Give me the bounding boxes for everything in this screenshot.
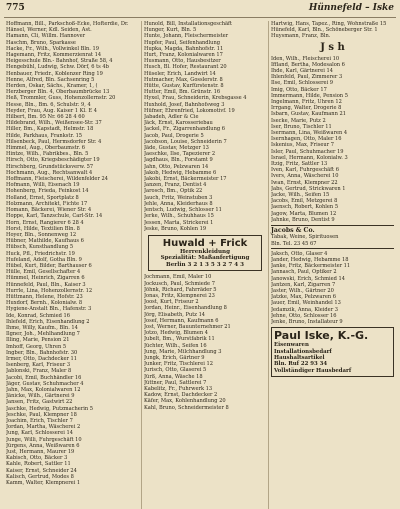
directory-entry: Hurrle, Lina, Hohenzollernstr. 12 <box>6 287 93 294</box>
directory-entry: Joost, Kurt, Friseur 2 <box>144 299 199 306</box>
directory-entry: Henbauer, Friedr., Koblenzer Ring 19 <box>6 70 103 77</box>
ad-line: Bln. Ruf 22 93 34 <box>274 361 328 368</box>
ad-phone: Berlin 3 2 1 3 5 3 2 7 4 3 <box>166 261 244 268</box>
directory-entry: Josef, Hermann, Kaufmann 6 <box>144 317 219 324</box>
directory-entry: Ihlenfeld, Paul, Zimmerer 3 <box>271 74 343 81</box>
directory-entry: Jagow, Marta, Blumen 12 <box>271 210 337 217</box>
directory-entry: Huxhold, Josef, Bahnhofsweg 3 <box>144 101 225 108</box>
directory-entry: Käfer, Max, Kohlenhandlung 20 <box>144 398 226 405</box>
directory-entry: Hagemann, Fritz, Kommerzienrat 14 <box>6 52 102 59</box>
directory-entry: Imhoff, Georg, Uhren 5 <box>6 343 67 350</box>
directory-entry: Hesse, Bln., Bm. 6, Schulstr. 9, 4 <box>6 101 91 108</box>
directory-entry: Jost, Werner, Bauunternehmer 21 <box>144 324 231 331</box>
directory-entry: Iven, Karl, Fuhrgeschäft 6 <box>271 167 339 174</box>
directory-entry: Huxdorf, Bernh., Kolonialw. 8 <box>6 300 83 307</box>
directory-entry: Jannasch, Paul, Optiker 2 <box>271 269 337 276</box>
directory-entry: Jacobs, Emil, Metzgerei 8 <box>271 198 338 205</box>
directory-entry: Hirsch, Otto, Kriegsbeschädigter 19 <box>6 157 100 164</box>
directory-entry: Holzmann, Architekt, Fichte 17 <box>6 200 88 207</box>
directory-entry: Jahn, Max, Kolonialwaren 12 <box>6 386 81 393</box>
directory-entry: Jaster, Wilh., Gärtner 20 <box>271 287 334 294</box>
directory-entry: Hyxel, Frau, Schneiderin, Krebsgasse 4 <box>144 95 247 102</box>
directory-entry: Hümmel, Heinrich, Zigarren 6 <box>6 275 85 282</box>
directory-entry: Heyder, Frau, Aug. Kaiser 1 Kl. E 4 <box>6 107 97 114</box>
directory-entry: Ilse, Emil, Schlosserei 9 <box>271 80 334 87</box>
directory-entry: Hilde, Parkhaus, Frankstr. 15 <box>6 132 83 139</box>
directory-entry: Kaiser, Ernst, Schneider 24 <box>6 467 77 474</box>
directory-entry: Jaksch, Otto, Glaser 4 <box>271 250 328 257</box>
directory-entry: Hübsch, Kunsthandlung 5 <box>6 244 74 251</box>
directory-entry: Herden, Oskar, Sächs., Kramer, 1, ( <box>6 83 98 90</box>
directory-entry: Hupka, Magda, Bahnhofstr. 11 <box>144 45 224 52</box>
directory-entry: Hünefeld, Karl, Bln., Schöneberger Str. 1 <box>271 27 378 34</box>
directory-entry: Ivers, Anna, Wäscherei 10 <box>271 173 339 180</box>
directory-entry: Ingber, Bln., Bahnhofstr. 30 <box>6 349 78 356</box>
directory-entry: Hänsel, Werner, Kdl. Seiden, Ast. <box>6 27 92 34</box>
ad-line: Haushaltsartikel <box>274 354 325 361</box>
columns <box>4 21 396 509</box>
directory-entry: Jordan, Heinr., Eisenhandlung 8 <box>144 305 227 312</box>
directory-entry: Jatzke, Max, Pelzwaren 6 <box>271 294 337 301</box>
directory-entry: Hochmann, Aug., Rechtsanwalt 4 <box>6 169 93 176</box>
directory-entry: Jackel, Fr., Zigarrenhandlung 6 <box>144 126 225 133</box>
directory-entry: Hüseler, Erich, Landwirt 14 <box>144 70 216 77</box>
ad-detail: Tabak, Weine, Spirituosen <box>271 234 339 241</box>
directory-entry: Hoyer, Bln., Sonnenweg 12 <box>6 231 77 238</box>
directory-entry: Homann, Bäckerei, Wiener Str. 4 <box>6 207 92 214</box>
directory-entry: Irrgang, Walter, Drogerie 8 <box>271 105 342 112</box>
directory-entry: Imig, Otto, Bäcker 17 <box>271 86 327 93</box>
directory-entry: Jablonski, Franz, Maler 8 <box>6 368 72 375</box>
directory-entry: Iffland, Bertha, Modesalon 6 <box>271 61 345 68</box>
directory-entry: Jabs, Gertrud, Strickwaren 1 <box>271 185 346 192</box>
ad-subtitle-2: Spezialität: Maßanfertigung <box>160 255 250 262</box>
directory-entry: Janke, Fritz, Bäckermeister 11 <box>271 263 351 270</box>
directory-entry: Ingelmann, Fritz, Uhren 12 <box>271 99 342 106</box>
directory-entry: Hilbert, Bm. 95 Nr. 66 28 4 60 <box>6 114 85 121</box>
directory-entry: Junge, Willi, Fuhrgeschäft 10 <box>6 436 82 443</box>
directory-entry: Jantzen, Karl, Zigarren 7 <box>271 281 336 288</box>
directory-entry: Iskenius, Max, Friseur 7 <box>271 142 334 149</box>
directory-entry: Hunger, Kurt, Bln. 5 <box>144 27 197 34</box>
directory-entry: Hintze, Wilh., Fabrikbes., Bln. 5 <box>6 151 89 158</box>
directory-entry: Isecke, Marie, Putz 2 <box>271 117 326 124</box>
directory-entry: Jäck, Ernst, Karosseriebau <box>144 120 213 127</box>
directory-entry: Jung, Marie, Milchhandlung 3 <box>144 348 222 355</box>
directory-entry: Jabadeh, Adler & Cie <box>144 114 199 121</box>
ad-line: Eisenwaren <box>274 342 309 349</box>
directory-entry: Jaensch, Robert, Kohlen 5 <box>271 204 339 211</box>
directory-entry: Jäger, Gustav, Schuhmacher 4 <box>6 380 84 387</box>
directory-entry: Jurisch, Otto, Glaserei 5 <box>144 367 207 374</box>
directory-entry: Isernhagen, Otto, Maler 16 <box>271 136 342 143</box>
directory-entry: Jander, Hedwig, Hebamme 18 <box>271 256 349 263</box>
directory-entry: Jessen, Marta, Strickerei 1 <box>144 219 214 226</box>
page-header <box>4 3 396 18</box>
directory-entry: Hüttmann, Helene, Hofstr. 23 <box>6 293 83 300</box>
directory-entry: Hoffmann, Bill., Parkschoß-Ecke, Hofterdie, Dr. <box>6 21 129 27</box>
section-heading: J s h <box>320 41 345 53</box>
directory-entry: Janzen, Franz, Dentist 4 <box>144 182 207 189</box>
directory-entry: Hübel, Kurt, Bilder, Barthauser 6 <box>6 262 92 269</box>
directory-entry: Hamann, Cli, Willm. Hannover <box>6 33 86 40</box>
directory-entry: Jörg, Elisabeth, Putz 14 <box>144 311 206 318</box>
ad-line: Installationsbedarf <box>274 348 332 355</box>
directory-entry: Jarosch, Bm., Optik 22 <box>144 188 203 195</box>
directory-entry: Iser, Bruno, Tischler 11 <box>271 123 332 130</box>
directory-entry: Jordan, Martha, Wäscherei 2 <box>6 424 81 431</box>
directory-entry: Hunte, Johann, Fleischermeister <box>144 33 229 40</box>
directory-entry: Immermann, Hilde, Pension 5 <box>271 92 348 99</box>
directory-entry: Jahnke, Bruno, Dentist 9 <box>271 216 335 223</box>
directory-entry: Jenke, Bruno, Installateur 9 <box>271 318 343 325</box>
directory-entry: Horst, Hilde, Textilien Bln. 8 <box>6 225 80 232</box>
directory-entry: Hilsenbeck, Paul, Hermsdorfer Str. 4 <box>6 138 102 145</box>
directory-entry: Hübner, Mathilde, Kaufhaus 6 <box>6 238 84 245</box>
directory-entry: Heß, Trommler, Guss, Hohenzollernstr. 20 <box>6 95 116 102</box>
directory-entry: Horn, Ernst, Rangierer 6 28 4 <box>6 219 84 226</box>
directory-entry: Jahn, Otto, Pelzwaren 14 <box>144 163 209 170</box>
directory-entry: Jungk, Erich, Gärtner 9 <box>144 355 205 362</box>
running-title: Hünnefeld – Iske <box>308 3 394 13</box>
directory-entry: Hohenberg, Frieda, Feinkost 14 <box>6 188 89 195</box>
directory-entry: Hünnefeld, Paul, Bln., Kaiser 3 <box>6 281 86 288</box>
ad-title: Paul Iske, K.-G. <box>274 329 369 343</box>
directory-entry: Jung, Karl, Schlosserei 14 <box>6 430 73 437</box>
directory-entry: Jänicke, Wilh., Gärtnerei 9 <box>6 393 75 400</box>
directory-entry: Ihlefeld, Erich, Eisenhandlung 2 <box>6 318 90 325</box>
directory-entry: Kadow, Ernst, Dachdecker 2 <box>144 392 218 399</box>
ad-firm: Jacobs & Co. <box>271 227 315 235</box>
directory-entry: Kabelitz, Fr., Fuhrwerk 13 <box>144 386 213 393</box>
directory-entry: Jaschke, Hedwig, Putzmacherin 5 <box>6 405 94 412</box>
directory-entry: Jauer, Emil, Weinhandel 13 <box>271 300 341 307</box>
directory-entry: Jockusch, Paul, Schmiede 7 <box>144 280 215 287</box>
ad-address: Bln. Tel. 23 45 67 <box>271 240 317 247</box>
directory-entry: Junker, Fritz, Tischlerei 12 <box>144 361 213 368</box>
page-number: 775 <box>6 3 25 13</box>
directory-entry: Jürß, Anna, Wäsche 18 <box>144 373 203 380</box>
directory-entry: Iden, Wilh., Fleischerei 10 <box>271 55 340 62</box>
directory-entry: Hurt, Franz, Kolonialwaren 17 <box>144 52 223 59</box>
directory-entry: Heigesschule Bln.- Bahnhof, Straße 58, 4 <box>6 58 113 65</box>
directory-entry: Hupfer, Paul, Seifenhandlung <box>144 39 221 46</box>
directory-entry: Itzig, Fritz, Sattler 13 <box>271 161 328 168</box>
directory-entry: Just, Hermann, Maurer 19 <box>6 449 75 456</box>
directory-entry: Jacob, Paul, Drogerie 5 <box>144 132 204 139</box>
directory-entry: Ide, Konrad, Schmied 16 <box>6 312 70 319</box>
directory-entry: Hunold, Bill, Installationsgeschäft <box>144 21 232 27</box>
directory-entry: Jacobi, Emil, Buchhändler 16 <box>6 374 82 381</box>
directory-entry: Huck, Pfl., Friedrichstr. 19 <box>6 250 75 257</box>
directory-entry: Henne, Alfred, Bln. Sachsenring 5 <box>6 76 95 83</box>
directory-entry: Kamm, Walter, Klempnerei 1 <box>6 480 81 487</box>
directory-entry: Hacke, Fr., Wilh., Vollwinkel Bln. 19 <box>6 45 100 52</box>
ad-line: Vollständiger Hausbedarf <box>274 367 352 374</box>
directory-entry: Jehle, Anna, Kleiderhaus 8 <box>144 200 213 207</box>
directory-entry: Ihde, Karl, Gärtnerei 14 <box>271 68 334 75</box>
directory-entry: Husch, Bl. Hofer, Restaurant 20 <box>144 64 227 71</box>
directory-entry: Isler, Paul, Schuhmacher 19 <box>271 148 344 155</box>
column-middle <box>142 21 269 509</box>
directory-entry: Jedamzik, Anna, Kleider 3 <box>271 306 338 313</box>
directory-entry: Hutter, Emil, Bm. Grünstr. 16 <box>144 89 221 96</box>
ad-title: Huwald + Frick <box>162 237 248 249</box>
directory-entry: Hartwig, Hans, Tapez., Ring, Wohnstraße 15 <box>271 21 387 27</box>
directory-entry: Jehne, Otto, Schlosser 16 <box>271 312 337 319</box>
directory-entry: Jüttner, Paul, Sattlerei 7 <box>144 379 207 386</box>
directory-entry: Jacobson, Louise, Schneiderin 7 <box>144 138 227 145</box>
directory-entry: Jüchter, Wilh., Seifen 16 <box>144 342 207 349</box>
directory-entry: Haschm, Bruno, Sparkasse <box>6 39 76 46</box>
directory-entry: Kabisch, Otto, Bäcker 3 <box>6 455 68 462</box>
directory-entry: Jäde, Gustav, Metzger 13 <box>144 145 209 152</box>
directory-entry: Israel, Hermann, Kolonialw. 3 <box>271 154 348 161</box>
ad-subtitle: Herrenkleidung <box>179 248 230 255</box>
directory-entry: Jakobi, Ernst, Bäckermeister 17 <box>144 176 227 183</box>
directory-entry: Iwan, Ernst, Klempner 22 <box>271 179 338 186</box>
column-right <box>269 21 396 509</box>
directory-entry: Joachim, Erich, Tischler 7 <box>6 418 73 424</box>
directory-entry: Holland, Ernst, Sportplatz 8 <box>6 194 79 201</box>
column-left <box>4 21 142 509</box>
directory-entry: Jeschke, Paul, Klempner 18 <box>6 411 77 418</box>
advertisement-huwald <box>148 235 262 272</box>
directory-entry: Hildebrand, Wilh., Weißensee-Str. 37 <box>6 120 102 127</box>
directory-entry: Jauch, Fritz, Weinstuben 3 <box>144 194 213 201</box>
directory-entry: Ihme, Willy, Kaufm., Bln. 14 <box>6 324 78 331</box>
directory-entry: Kahl, Bruno, Schneidermeister 8 <box>144 404 229 411</box>
directory-entry: Hüfner, Ehrenfried, Lokomotivf. 19 <box>144 107 235 114</box>
directory-entry: Hirschberg, Grundstücksverw. 57 <box>6 163 94 170</box>
directory-entry: Huysmann, Franz, Bln. <box>271 33 331 40</box>
directory-entry: Ilgner, Joh., Mehlhandlung 7 <box>6 331 80 338</box>
directory-entry: Kalisch, Gertrud, Modes 8 <box>6 473 74 480</box>
directory-entry: Jacke, Wilh., Seifen 15 <box>271 192 330 199</box>
directory-entry: Hutmacher, Max, Gosslerstr. 8 <box>144 76 223 83</box>
directory-entry: Jagdhaus, Bln., Forstamt 9 <box>144 157 213 164</box>
directory-entry: Hygiene-Anstalt Bln., Hafenstr. 3 <box>6 306 92 313</box>
directory-entry: Jochmann, Emil, Maler 10 <box>144 274 212 281</box>
directory-entry: Hütte, Gustav, Kurfürstenstr. 8 <box>144 83 224 90</box>
directory-entry: Herzberger Bln. 4, Oberbaumbrücke 13 <box>6 89 110 96</box>
directory-entry: Jürgens, Anna, Weißwaren 6 <box>6 442 80 449</box>
directory-entry: Hengebühl, Ludwig, Schw. Dörf, 6 ts 4b <box>6 64 109 71</box>
directory-entry: Husmann, Otto, Hausbesitzer <box>144 58 221 65</box>
directory-entry: Jöhnk, Richard, Fahrräder 5 <box>144 286 217 293</box>
directory-entry: Janowski, Erich, Schmied 14 <box>271 275 345 282</box>
directory-entry: Jotzo, Hedwig, Blumen 4 <box>144 330 208 337</box>
directory-entry: Hofmann, Willi, Eisenach 19 <box>6 182 80 189</box>
directory-entry: Jentsch, Ludwig, Schlosser 11 <box>144 207 222 214</box>
directory-entry: Hoffmann, Fleischerei, Wildenfelder 24 <box>6 176 108 183</box>
advertisement-jacobs <box>271 225 394 249</box>
directory-entry: Hiller, Bm., Kapstadt, Helmstr. 18 <box>6 126 94 133</box>
directory-entry: Jeske, Bruno, Kohlen 19 <box>144 225 207 232</box>
directory-entry: Jubelt, Bm., Wurstfabrik 11 <box>144 336 215 343</box>
directory-entry: Isermann, Lina, Weißwaren 4 <box>271 130 348 137</box>
directory-entry: Hufeland, Adolf, Gotha Bln. 9 <box>6 256 82 263</box>
directory-entry: Hoppe, Karl, Tanzschule, Carl-Str. 14 <box>6 213 103 220</box>
directory-entry: Himmel, Aug., Oberbaumstr. 6 <box>6 145 85 152</box>
advertisement-iske <box>271 327 394 377</box>
directory-entry: Jerke, Wilh., Schuhhaus 15 <box>144 213 214 220</box>
directory-entry: Illing, Marie, Pension 21 <box>6 337 70 344</box>
directory-entry: Hülle, Emil, Gesellschafter 4 <box>6 269 81 276</box>
directory-entry: Isenberg, Karl, Friseur 3 <box>6 362 71 369</box>
directory-entry: Kahle, Robert, Sattler 11 <box>6 461 71 468</box>
directory-entry: Jansen, Fritz, Gastwirt 22 <box>6 399 73 406</box>
directory-entry: Jakob, Hedwig, Hebamme 6 <box>144 169 217 176</box>
directory-entry: Irmer, Otto, Dachdecker 11 <box>6 355 77 362</box>
directory-entry: Isbarn, Gustav, Kaufmann 21 <box>271 111 346 118</box>
directory-entry: Jaeschke, Ilse, Tapezierer 2 <box>144 151 216 158</box>
directory-entry: Jonas, Fritz, Klempnerei 23 <box>144 293 215 300</box>
